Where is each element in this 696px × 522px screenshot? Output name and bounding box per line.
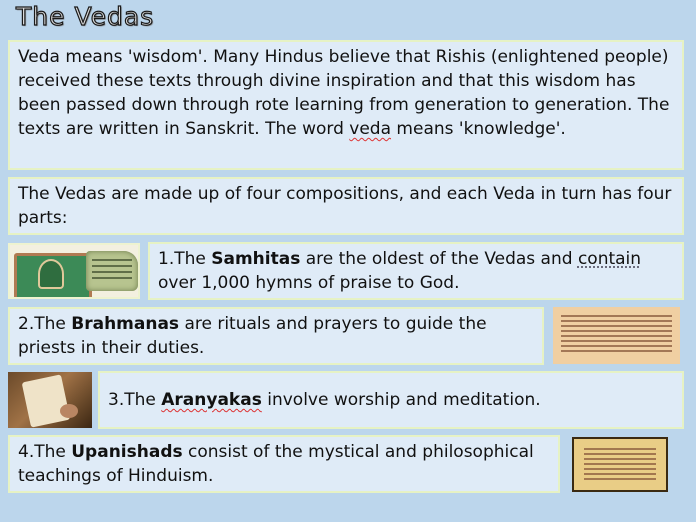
palm-leaf-book-image — [8, 243, 140, 299]
summary-box — [8, 177, 684, 235]
page-title: The Vedas — [16, 2, 155, 31]
part-3-name: Aranyakas — [161, 390, 262, 410]
part-4-number: 4.The — [18, 442, 72, 462]
part-1-text: are the oldest of the Vedas and — [300, 249, 578, 269]
intro-spell-word: veda — [349, 119, 392, 139]
intro-box — [8, 40, 684, 170]
part-2-name: Brahmanas — [71, 314, 180, 334]
part-3-box — [98, 371, 684, 429]
intro-text-end: means 'knowledge'. — [391, 119, 566, 139]
part-1-name: Samhitas — [211, 249, 301, 269]
part-1-text-end: over 1,000 hymns of praise to God. — [158, 273, 460, 293]
summary-text: The Vedas are made up of four compositions, and each Veda in turn has four parts: — [18, 184, 672, 228]
part-2-text: are rituals and prayers to guide the priests in their duties. — [18, 314, 487, 358]
part-4-name: Upanishads — [71, 442, 183, 462]
intro-text: Veda means 'wisdom'. Many Hindus believe that Rishis (enlightened people) received these texts through divine inspiration and that this wisdom has been passed down through rote learning from generation to generation. The texts are written in Sanskrit. The word — [18, 47, 670, 139]
person-reading-scripture-image — [8, 372, 92, 428]
part-4-text: consist of the mystical and philosophical teachings of Hinduism. — [18, 442, 534, 486]
part-4-box — [8, 435, 560, 493]
part-1-box — [148, 242, 684, 300]
sanskrit-folio-image — [572, 437, 668, 492]
part-3-number: 3.The — [108, 390, 162, 410]
part-2-box — [8, 307, 544, 365]
part-3-text: involve worship and meditation. — [261, 390, 541, 410]
part-1-underlined: contain — [577, 249, 642, 269]
part-1-number: 1.The — [158, 249, 212, 269]
part-2-number: 2.The — [18, 314, 72, 334]
sanskrit-manuscript-image — [553, 307, 680, 364]
